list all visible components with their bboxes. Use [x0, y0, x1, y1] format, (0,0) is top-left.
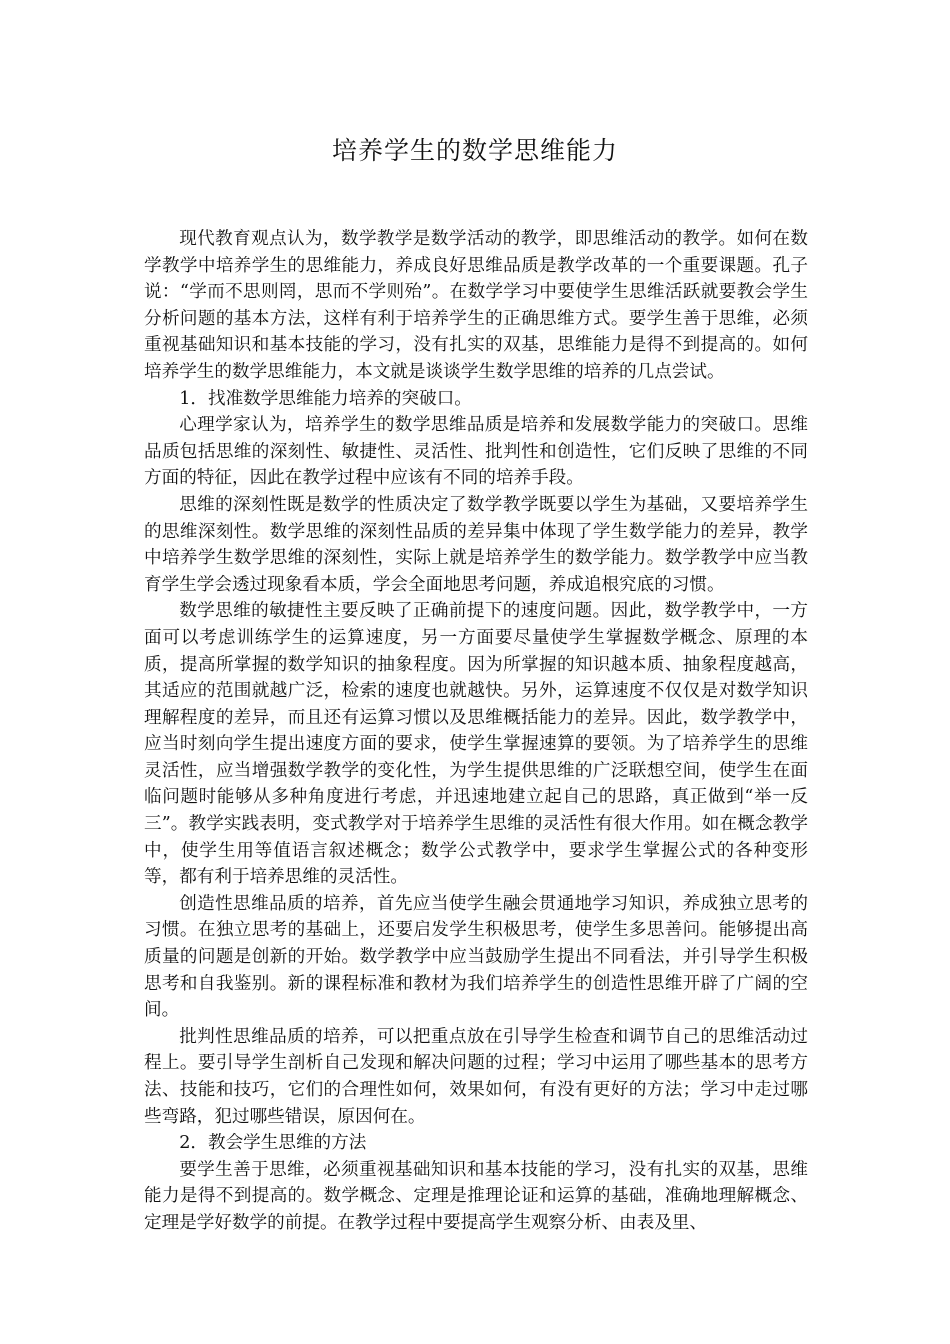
- body-paragraph: 批判性思维品质的培养，可以把重点放在引导学生检查和调节自己的思维活动过程上。要引导学生剖析自己发现和解决问题的过程；学习中运用了哪些基本的思考方法、技能和技巧，它们的合理性如何，效果如何，有没有更好的方法；学习中走过哪些弯路，犯过哪些错误，原因何在。: [144, 1026, 808, 1127]
- body-paragraph: 心理学家认为，培养学生的数学思维品质是培养和发展数学能力的突破口。思维品质包括思维的深刻性、敏捷性、灵活性、批判性和创造性，它们反映了思维的不同方面的特征，因此在教学过程中应该有不同的培养手段。: [144, 415, 808, 489]
- section-heading-1: 1．找准数学思维能力培养的突破口。: [179, 388, 472, 409]
- section-heading-2: 2．教会学生思维的方法: [179, 1133, 367, 1154]
- document-body: [144, 226, 808, 1237]
- document-title: 培养学生的数学思维能力: [331, 136, 618, 165]
- intro-paragraph: 现代教育观点认为，数学教学是数学活动的教学，即思维活动的教学。如何在数学教学中培养学生的思维能力，养成良好思维品质是教学改革的一个重要课题。孔子说：“学而不思则罔，思而不学则殆”。在数学学习中要使学生思维活跃就要教会学生分析问题的基本方法，这样有利于培养学生的正确思维方式。要学生善于思维，必须重视基础知识和基本技能的学习，没有扎实的双基，思维能力是得不到提高的。如何培养学生的数学思维能力，本文就是谈谈学生数学思维的培养的几点尝试。: [144, 229, 808, 382]
- body-paragraph: 要学生善于思维，必须重视基础知识和基本技能的学习，没有扎实的双基，思维能力是得不到提高的。数学概念、定理是推理论证和运算的基础，准确地理解概念、定理是学好数学的前提。在教学过程中要提高学生观察分析、由表及里、: [144, 1159, 808, 1233]
- body-paragraph: 思维的深刻性既是数学的性质决定了数学教学既要以学生为基础，又要培养学生的思维深刻性。数学思维的深刻性品质的差异集中体现了学生数学能力的差异，教学中培养学生数学思维的深刻性，实际上就是培养学生的数学能力。数学教学中应当教育学生学会透过现象看本质，学会全面地思考问题，养成追根究底的习惯。: [144, 494, 808, 595]
- body-paragraph: 创造性思维品质的培养，首先应当使学生融会贯通地学习知识，养成独立思考的习惯。在独立思考的基础上，还要启发学生积极思考，使学生多思善问。能够提出高质量的问题是创新的开始。数学教学中应当鼓励学生提出不同看法，并引导学生积极思考和自我鉴别。新的课程标准和教材为我们培养学生的创造性思维开辟了广阔的空间。: [144, 893, 808, 1021]
- body-paragraph: 数学思维的敏捷性主要反映了正确前提下的速度问题。因此，数学教学中，一方面可以考虑训练学生的运算速度，另一方面要尽量使学生掌握数学概念、原理的本质，提高所掌握的数学知识的抽象程度。因为所掌握的知识越本质、抽象程度越高，其适应的范围就越广泛，检索的速度也就越快。另外，运算速度不仅仅是对数学知识理解程度的差异，而且还有运算习惯以及思维概括能力的差异。因此，数学教学中，应当时刻向学生提出速度方面的要求，使学生掌握速算的要领。为了培养学生的思维灵活性，应当增强数学教学的变化性，为学生提供思维的广泛联想空间，使学生在面临问题时能够从多种角度进行考虑，并迅速地建立起自己的思路，真正做到“举一反三”。教学实践表明，变式教学对于培养学生思维的灵活性有很大作用。如在概念教学中，使学生用等值语言叙述概念；数学公式教学中，要求学生掌握公式的各种变形等，都有利于培养思维的灵活性。: [144, 601, 808, 888]
